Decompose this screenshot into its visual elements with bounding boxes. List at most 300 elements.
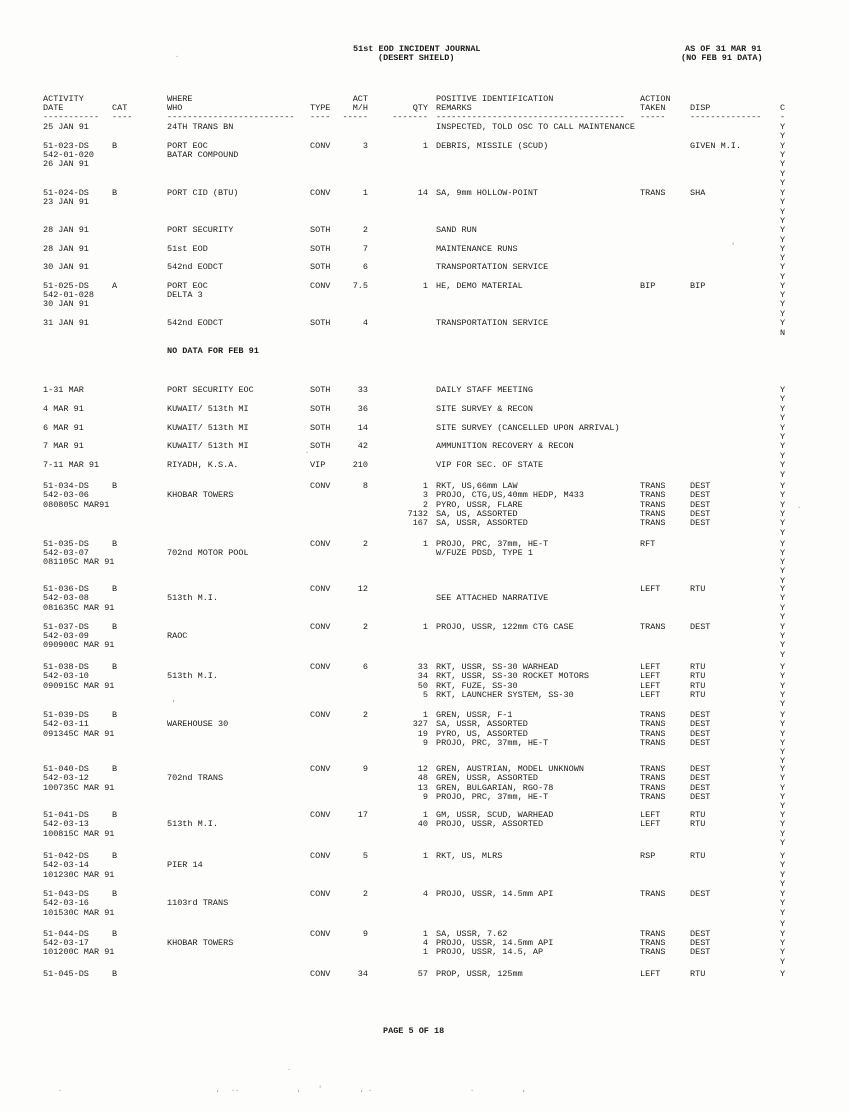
scan-speck: . — [305, 448, 310, 456]
field-qty: 34 — [417, 671, 428, 681]
field-activity-date: 101230C MAR 91 — [43, 870, 115, 880]
field-where-who: BATAR COMPOUND — [167, 150, 239, 160]
field-c-flag: Y — [780, 178, 786, 188]
field-c-flag: Y — [780, 207, 786, 217]
field-act-mh: 36 — [357, 404, 368, 414]
field-action-taken: TRANS — [640, 710, 666, 720]
journal-line — [0, 640, 850, 650]
field-c-flag: Y — [780, 557, 786, 567]
field-c-flag: Y — [780, 490, 786, 500]
field-activity-date: ----------- — [43, 112, 100, 122]
field-c-flag: Y — [780, 929, 786, 939]
field-type: VIP — [310, 460, 326, 470]
field-act-mh: 9 — [362, 764, 368, 774]
field-c-flag: Y — [780, 631, 786, 641]
field-c-flag: Y — [780, 432, 786, 442]
field-activity-date: 080805C MAR91 — [43, 500, 110, 510]
field-qty: 167 — [412, 518, 428, 528]
field-remarks: VIP FOR SEC. OF STATE — [436, 460, 544, 470]
field-type: CONV — [310, 810, 331, 820]
field-c-flag: Y — [780, 394, 786, 404]
field-c-flag: Y — [780, 216, 786, 226]
field-c-flag: Y — [780, 810, 786, 820]
field-qty: 12 — [417, 764, 428, 774]
field-c-flag: Y — [780, 253, 786, 263]
journal-line — [0, 908, 850, 918]
field-where-who: PORT CID (BTU) — [167, 188, 239, 198]
field-c-flag: Y — [780, 197, 786, 207]
field-activity-date: 1-31 MAR — [43, 385, 84, 395]
field-activity-date: DATE — [43, 103, 64, 113]
field-c-flag: Y — [780, 947, 786, 957]
field-act-mh: 2 — [362, 622, 368, 632]
field-c-flag: Y — [780, 413, 786, 423]
field-disp: DEST — [690, 622, 711, 632]
field-cat: A — [112, 281, 118, 291]
field-remarks: GREN, BULGARIAN, RGO-78 — [436, 783, 554, 793]
field-c-flag: N — [780, 328, 786, 338]
field-act-mh: 17 — [357, 810, 368, 820]
field-where-who: WAREHOUSE 30 — [167, 719, 229, 729]
field-qty: 9 — [422, 738, 428, 748]
field-c-flag: Y — [780, 783, 786, 793]
field-cat: B — [112, 969, 118, 979]
field-remarks: REMARKS — [436, 103, 472, 113]
field-remarks: PYRO, USSR, FLARE — [436, 500, 523, 510]
field-qty: 1 — [422, 622, 428, 632]
field-cat: B — [112, 810, 118, 820]
field-cat: B — [112, 889, 118, 899]
field-where-who: DELTA 3 — [167, 290, 203, 300]
field-qty: 2 — [422, 500, 428, 510]
field-c-flag: Y — [780, 150, 786, 160]
field-where-who: NO DATA FOR FEB 91 — [167, 346, 259, 356]
field-remarks: GREN, USSR, ASSORTED — [436, 773, 539, 783]
field-cat: B — [112, 710, 118, 720]
scan-speck: . — [231, 1086, 236, 1094]
field-where-who: 1103rd TRANS — [167, 898, 229, 908]
field-activity-date: 51-043-DS — [43, 889, 89, 899]
field-action-taken: TRANS — [640, 938, 666, 948]
field-qty: 48 — [417, 773, 428, 783]
field-type: SOTH — [310, 225, 331, 235]
field-activity-date: 30 JAN 91 — [43, 262, 89, 272]
field-activity-date: 51-039-DS — [43, 710, 89, 720]
field-action-taken: TRANS — [640, 622, 666, 632]
journal-line — [0, 413, 850, 423]
field-act-mh: 7.5 — [352, 281, 368, 291]
field-c-flag: Y — [780, 441, 786, 451]
field-c-flag: Y — [780, 528, 786, 538]
field-act-mh: 2 — [362, 710, 368, 720]
field-activity-date: 6 MAR 91 — [43, 423, 84, 433]
journal-line — [0, 957, 850, 967]
field-remarks: RKT, US, MLRS — [436, 851, 503, 861]
field-act-mh: 8 — [362, 481, 368, 491]
field-c-flag: Y — [780, 908, 786, 918]
field-c-flag: Y — [780, 898, 786, 908]
field-cat: B — [112, 662, 118, 672]
journal-line — [0, 699, 850, 709]
journal-line — [0, 819, 850, 829]
field-c-flag: Y — [780, 792, 786, 802]
field-activity-date: 542-03-06 — [43, 490, 89, 500]
field-remarks: SA, USSR, 7.62 — [436, 929, 508, 939]
field-c-flag: C — [780, 103, 786, 113]
journal-line — [0, 919, 850, 929]
journal-line — [0, 898, 850, 908]
field-act-mh: 34 — [357, 969, 368, 979]
field-c-flag: Y — [780, 650, 786, 660]
field-type: SOTH — [310, 318, 331, 328]
field-activity-date: 542-03-14 — [43, 860, 89, 870]
field-activity-date: 51-025-DS — [43, 281, 89, 291]
field-act-mh: 4 — [362, 318, 368, 328]
field-c-flag: Y — [780, 756, 786, 766]
field-c-flag: Y — [780, 281, 786, 291]
field-disp: DEST — [690, 764, 711, 774]
field-c-flag: Y — [780, 460, 786, 470]
field-disp: DISP — [690, 103, 711, 113]
field-activity-date: 542-03-17 — [43, 938, 89, 948]
field-where-who: KUWAIT/ 513th MI — [167, 404, 249, 414]
field-c-flag: Y — [780, 470, 786, 480]
journal-line — [0, 159, 850, 169]
journal-line — [0, 719, 850, 729]
field-action-taken: TRANS — [640, 729, 666, 739]
field-qty: 1 — [422, 539, 428, 549]
field-c-flag: Y — [780, 747, 786, 757]
field-type: CONV — [310, 764, 331, 774]
field-disp: DEST — [690, 947, 711, 957]
field-where-who: PORT EOC — [167, 281, 208, 291]
field-action-taken: LEFT — [640, 819, 661, 829]
field-c-flag: Y — [780, 710, 786, 720]
journal-line — [0, 671, 850, 681]
field-qty: QTY — [412, 103, 428, 113]
field-where-who: ------------------------- — [167, 112, 295, 122]
field-c-flag: Y — [780, 509, 786, 519]
field-action-taken: LEFT — [640, 810, 661, 820]
field-qty: 4 — [422, 889, 428, 899]
field-remarks: PROJO, PRC, 37mm, HE-T — [436, 738, 549, 748]
field-activity-date: 51-040-DS — [43, 764, 89, 774]
field-c-flag: Y — [780, 423, 786, 433]
field-action-taken: LEFT — [640, 671, 661, 681]
field-activity-date: 28 JAN 91 — [43, 244, 89, 254]
field-type: CONV — [310, 539, 331, 549]
journal-line — [0, 225, 850, 235]
field-type: SOTH — [310, 262, 331, 272]
scan-speck: . — [287, 1065, 292, 1073]
field-activity-date: 542-03-13 — [43, 819, 89, 829]
field-activity-date: 28 JAN 91 — [43, 225, 89, 235]
journal-line — [0, 947, 850, 957]
field-type: TYPE — [310, 103, 331, 113]
field-qty: 19 — [417, 729, 428, 739]
field-remarks: TRANSPORTATION SERVICE — [436, 318, 549, 328]
field-c-flag: Y — [780, 870, 786, 880]
field-activity-date: 542-03-08 — [43, 593, 89, 603]
field-act-mh: 33 — [357, 385, 368, 395]
field-cat: B — [112, 622, 118, 632]
field-c-flag: Y — [780, 690, 786, 700]
journal-line — [0, 460, 850, 470]
field-disp: DEST — [690, 792, 711, 802]
field-act-mh: 5 — [362, 851, 368, 861]
field-c-flag: Y — [780, 819, 786, 829]
field-qty: 1 — [422, 947, 428, 957]
field-remarks: PROJO, USSR, ASSORTED — [436, 819, 544, 829]
field-action-taken: LEFT — [640, 584, 661, 594]
field-act-mh: 210 — [352, 460, 368, 470]
field-activity-date: 26 JAN 91 — [43, 159, 89, 169]
field-act-mh: 2 — [362, 225, 368, 235]
field-where-who: RIYADH, K.S.A. — [167, 460, 239, 470]
scan-speck: . — [58, 1086, 63, 1094]
field-type: SOTH — [310, 441, 331, 451]
field-disp: DEST — [690, 738, 711, 748]
field-c-flag: Y — [780, 159, 786, 169]
field-where-who: WHO — [167, 103, 183, 113]
field-activity-date: 542-03-09 — [43, 631, 89, 641]
field-where-who: 702nd TRANS — [167, 773, 224, 783]
field-type: CONV — [310, 141, 331, 151]
field-where-who: WHERE — [167, 94, 193, 104]
field-c-flag: Y — [780, 681, 786, 691]
field-activity-date: 51-044-DS — [43, 929, 89, 939]
field-remarks: POSITIVE IDENTIFICATION — [436, 94, 554, 104]
field-qty: 3 — [422, 490, 428, 500]
field-disp: DEST — [690, 509, 711, 519]
field-activity-date: 101530C MAR 91 — [43, 908, 115, 918]
scan-speck: . — [235, 1086, 240, 1094]
field-c-flag: Y — [780, 225, 786, 235]
field-c-flag: Y — [780, 548, 786, 558]
field-disp: RTU — [690, 584, 706, 594]
field-c-flag: Y — [780, 584, 786, 594]
field-c-flag: - — [780, 112, 786, 122]
scan-speck: , — [216, 1086, 221, 1094]
field-c-flag: Y — [780, 131, 786, 141]
field-action-taken: TRANS — [640, 509, 666, 519]
journal-line — [0, 490, 850, 500]
field-cat: B — [112, 929, 118, 939]
field-c-flag: Y — [780, 719, 786, 729]
journal-line — [0, 346, 850, 356]
field-act-mh: 9 — [362, 929, 368, 939]
field-activity-date: 101200C MAR 91 — [43, 947, 115, 957]
field-remarks: RKT, USSR, SS-30 WARHEAD — [436, 662, 559, 672]
field-where-who: PORT SECURITY — [167, 225, 234, 235]
field-activity-date: 51-045-DS — [43, 969, 89, 979]
journal-line — [0, 612, 850, 622]
field-c-flag: Y — [780, 122, 786, 132]
field-disp: RTU — [690, 810, 706, 820]
field-action-taken: TRANS — [640, 889, 666, 899]
field-action-taken: ACTION — [640, 94, 671, 104]
field-cat: B — [112, 539, 118, 549]
journal-line — [0, 593, 850, 603]
field-c-flag: Y — [780, 318, 786, 328]
field-where-who: PORT SECURITY EOC — [167, 385, 254, 395]
field-action-taken: TRANS — [640, 719, 666, 729]
field-where-who: 513th M.I. — [167, 671, 219, 681]
field-activity-date: 542-01-020 — [43, 150, 95, 160]
field-remarks: PROJO, USSR, 14.5, AP — [436, 947, 544, 957]
field-remarks: SITE SURVEY & RECON — [436, 404, 533, 414]
field-cat: B — [112, 584, 118, 594]
field-action-taken: TRANS — [640, 929, 666, 939]
field-activity-date: 542-03-11 — [43, 719, 89, 729]
field-remarks: PROJO, PRC, 37mm, HE-T — [436, 539, 549, 549]
as-of-date: AS OF 31 MAR 91 — [685, 44, 762, 54]
scan-speck: ' — [318, 1086, 323, 1094]
field-c-flag: Y — [780, 622, 786, 632]
field-remarks: DAILY STAFF MEETING — [436, 385, 533, 395]
field-remarks: SAND RUN — [436, 225, 477, 235]
field-disp: SHA — [690, 188, 706, 198]
field-action-taken: TRANS — [640, 764, 666, 774]
scan-speck: . — [470, 1086, 475, 1094]
field-remarks: DEBRIS, MISSILE (SCUD) — [436, 141, 549, 151]
field-act-mh: 6 — [362, 662, 368, 672]
field-qty: 7132 — [407, 509, 428, 519]
field-type: CONV — [310, 710, 331, 720]
field-action-taken: TRANS — [640, 773, 666, 783]
journal-line — [0, 470, 850, 480]
field-act-mh: ACT — [352, 94, 368, 104]
field-c-flag: Y — [780, 188, 786, 198]
field-c-flag: Y — [780, 235, 786, 245]
field-cat: B — [112, 481, 118, 491]
field-type: CONV — [310, 929, 331, 939]
field-remarks: PROP, USSR, 125mm — [436, 969, 523, 979]
scan-speck: . — [368, 1086, 373, 1094]
field-c-flag: Y — [780, 738, 786, 748]
field-c-flag: Y — [780, 851, 786, 861]
field-activity-date: 23 JAN 91 — [43, 197, 89, 207]
field-c-flag: Y — [780, 938, 786, 948]
field-c-flag: Y — [780, 662, 786, 672]
field-c-flag: Y — [780, 309, 786, 319]
field-qty: 1 — [422, 281, 428, 291]
field-act-mh: 2 — [362, 889, 368, 899]
field-remarks: ------------------------------------- — [436, 112, 625, 122]
field-c-flag: Y — [780, 481, 786, 491]
field-action-taken: TRANS — [640, 783, 666, 793]
field-disp: DEST — [690, 500, 711, 510]
field-type: CONV — [310, 851, 331, 861]
field-act-mh: 14 — [357, 423, 368, 433]
field-where-who: RAOC — [167, 631, 188, 641]
field-c-flag: Y — [780, 299, 786, 309]
field-where-who: 513th M.I. — [167, 819, 219, 829]
field-remarks: SEE ATTACHED NARRATIVE — [436, 593, 549, 603]
field-activity-date: 542-03-16 — [43, 898, 89, 908]
field-c-flag: Y — [780, 603, 786, 613]
field-qty: 327 — [412, 719, 428, 729]
field-action-taken: TRANS — [640, 738, 666, 748]
field-disp: DEST — [690, 773, 711, 783]
field-remarks: TRANSPORTATION SERVICE — [436, 262, 549, 272]
field-action-taken: LEFT — [640, 690, 661, 700]
field-act-mh: ----- — [342, 112, 368, 122]
field-remarks: PROJO, PRC, 37mm, HE-T — [436, 792, 549, 802]
field-activity-date: 51-037-DS — [43, 622, 89, 632]
field-qty: 1 — [422, 481, 428, 491]
field-action-taken: TRANS — [640, 947, 666, 957]
field-action-taken: BIP — [640, 281, 656, 291]
journal-line — [0, 262, 850, 272]
field-cat: ---- — [112, 112, 133, 122]
field-remarks: RKT, USSR, SS-30 ROCKET MOTORS — [436, 671, 590, 681]
field-remarks: RKT, US,66mm LAW — [436, 481, 518, 491]
field-activity-date: 51-034-DS — [43, 481, 89, 491]
field-where-who: KUWAIT/ 513th MI — [167, 441, 249, 451]
scan-speck: ' — [731, 243, 736, 251]
field-action-taken: ----- — [640, 112, 666, 122]
field-c-flag: Y — [780, 640, 786, 650]
field-activity-date: 7-11 MAR 91 — [43, 460, 100, 470]
field-where-who: PIER 14 — [167, 860, 203, 870]
field-c-flag: Y — [780, 518, 786, 528]
field-remarks: W/FUZE PDSD, TYPE 1 — [436, 548, 533, 558]
field-c-flag: Y — [780, 699, 786, 709]
field-remarks: PROJO, CTG,US,40mm HEDP, M433 — [436, 490, 584, 500]
field-c-flag: Y — [780, 290, 786, 300]
field-activity-date: 091345C MAR 91 — [43, 729, 115, 739]
field-disp: DEST — [690, 481, 711, 491]
journal-line — [0, 112, 850, 122]
field-remarks: GREN, AUSTRIAN, MODEL UNKNOWN — [436, 764, 584, 774]
field-type: SOTH — [310, 423, 331, 433]
field-cat: B — [112, 764, 118, 774]
field-qty: 5 — [422, 690, 428, 700]
journal-line — [0, 394, 850, 404]
field-activity-date: 100735C MAR 91 — [43, 783, 115, 793]
field-type: CONV — [310, 622, 331, 632]
field-c-flag: Y — [780, 169, 786, 179]
field-c-flag: Y — [780, 838, 786, 848]
field-activity-date: 51-024-DS — [43, 188, 89, 198]
field-remarks: SITE SURVEY (CANCELLED UPON ARRIVAL) — [436, 423, 620, 433]
journal-line — [0, 773, 850, 783]
field-disp: RTU — [690, 819, 706, 829]
field-activity-date: 7 MAR 91 — [43, 441, 84, 451]
field-act-mh: 12 — [357, 584, 368, 594]
field-remarks: RKT, LAUNCHER SYSTEM, SS-30 — [436, 690, 574, 700]
field-c-flag: Y — [780, 829, 786, 839]
field-remarks: AMMUNITION RECOVERY & RECON — [436, 441, 574, 451]
field-remarks: GM, USSR, SCUD, WARHEAD — [436, 810, 554, 820]
journal-line — [0, 328, 850, 338]
journal-line — [0, 879, 850, 889]
journal-line — [0, 860, 850, 870]
field-qty: 57 — [417, 969, 428, 979]
field-qty: 1 — [422, 710, 428, 720]
field-where-who: 51st EOD — [167, 244, 208, 254]
journal-line — [0, 197, 850, 207]
field-c-flag: Y — [780, 671, 786, 681]
field-activity-date: 51-041-DS — [43, 810, 89, 820]
field-activity-date: 31 JAN 91 — [43, 318, 89, 328]
field-c-flag: Y — [780, 272, 786, 282]
field-activity-date: 542-01-028 — [43, 290, 95, 300]
field-remarks: RKT, FUZE, SS-30 — [436, 681, 518, 691]
field-where-who: 542nd EODCT — [167, 262, 224, 272]
journal-line — [0, 131, 850, 141]
